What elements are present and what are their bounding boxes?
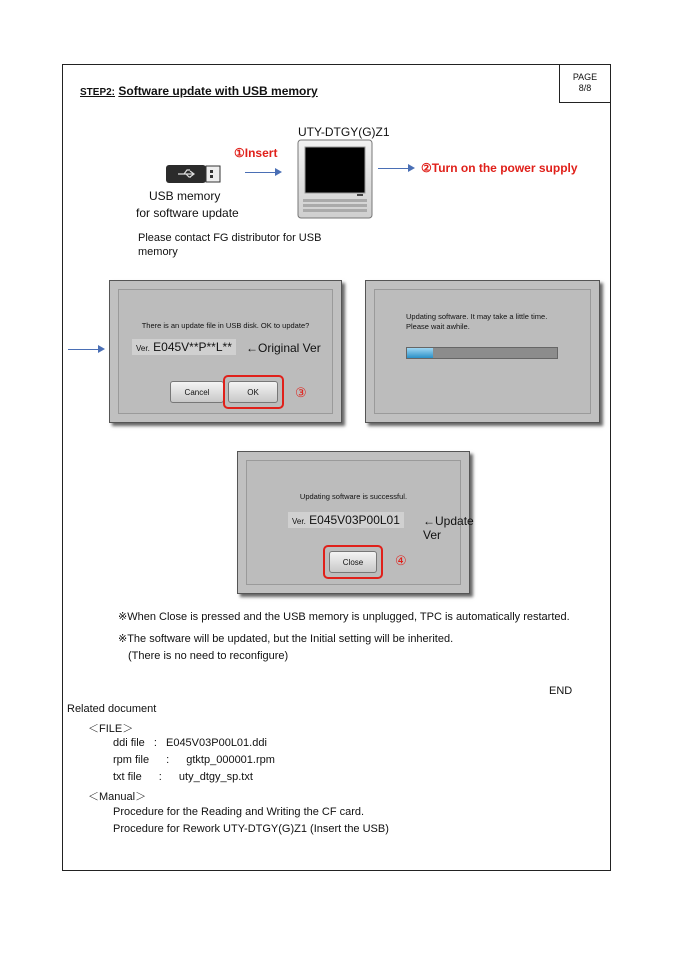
file-label: txt file	[113, 771, 142, 783]
progress-message-2: Please wait awhile.	[406, 322, 470, 331]
step-ok-marker: ③	[295, 385, 307, 400]
original-ver-note: ←Original Ver	[246, 341, 321, 355]
ok-highlight	[223, 375, 284, 409]
update-confirm-message: There is an update file in USB disk. OK to update?	[141, 321, 310, 330]
note-restart: ※When Close is pressed and the USB memory is unplugged, TPC is automatically restarted.	[118, 611, 570, 623]
note-no-reconfigure: (There is no need to reconfigure)	[128, 650, 289, 662]
file-sep: :	[158, 771, 162, 783]
success-message: Updating software is successful.	[299, 492, 408, 501]
usb-label-2: for software update	[136, 206, 239, 220]
file-row	[113, 754, 275, 766]
flow-arrow-head	[98, 345, 105, 353]
cancel-button[interactable]: Cancel	[170, 381, 224, 403]
usb-stick-icon	[164, 163, 224, 185]
update-version: E045V03P00L01	[309, 513, 400, 527]
original-version-box	[132, 339, 236, 355]
file-value: gtktp_000001.rpm	[186, 754, 275, 766]
insert-arrow	[245, 172, 275, 173]
file-value: E045V03P00L01.ddi	[165, 737, 267, 749]
step-close-marker: ④	[395, 553, 407, 568]
end-label: END	[549, 685, 573, 697]
page-number-box	[559, 64, 611, 103]
file-sep: :	[153, 737, 157, 749]
ok-button[interactable]: OK	[228, 381, 278, 403]
contact-note-2: memory	[138, 246, 178, 258]
update-version-box	[288, 512, 404, 528]
step-insert-label: ①Insert	[234, 146, 278, 160]
page-number: 8/8	[578, 83, 592, 93]
file-heading: ＜FILE＞	[88, 723, 134, 735]
flow-arrow	[68, 349, 98, 350]
update-ver-note: ←Update Ver	[423, 514, 474, 542]
original-version: E045V**P**L**	[153, 340, 232, 354]
file-row	[113, 737, 267, 749]
manual-item: Procedure for the Reading and Writing the CF card.	[113, 806, 365, 818]
close-button[interactable]: Close	[329, 551, 377, 573]
page-label: PAGE	[572, 72, 598, 82]
progress-bar	[406, 347, 558, 359]
close-highlight	[323, 545, 383, 579]
contact-note-1: Please contact FG distributor for USB	[138, 232, 322, 244]
insert-arrow-head	[275, 168, 282, 176]
manual-item: Procedure for Rework UTY-DTGY(G)Z1 (Insert the USB)	[113, 823, 389, 835]
file-value: uty_dtgy_sp.txt	[178, 771, 253, 783]
progress-bar-fill	[407, 348, 433, 358]
device-illustration	[297, 139, 373, 219]
original-ver-prefix: Ver.	[136, 344, 150, 353]
step-title: Software update with USB memory	[118, 84, 318, 98]
file-row	[113, 771, 253, 783]
power-arrow	[378, 168, 408, 169]
progress-message-1: Updating software. It may take a little time.	[406, 312, 548, 321]
power-arrow-head	[408, 164, 415, 172]
related-heading: Related document	[67, 703, 157, 715]
page-title	[80, 84, 318, 98]
device-model: UTY-DTGY(G)Z1	[298, 125, 390, 139]
progress-dialog	[365, 280, 600, 423]
file-label: ddi file	[113, 737, 145, 749]
update-confirm-dialog	[109, 280, 342, 423]
usb-label-1: USB memory	[149, 189, 221, 203]
manual-heading: ＜Manual＞	[88, 791, 147, 803]
file-sep: :	[166, 754, 170, 766]
note-inherited: ※The software will be updated, but the Initial setting will be inherited.	[118, 633, 454, 645]
step-power-label: ②Turn on the power supply	[421, 161, 578, 175]
update-success-dialog	[237, 451, 474, 594]
step-label: STEP2:	[80, 87, 116, 98]
update-ver-prefix: Ver.	[292, 517, 306, 526]
file-label: rpm file	[113, 754, 150, 766]
